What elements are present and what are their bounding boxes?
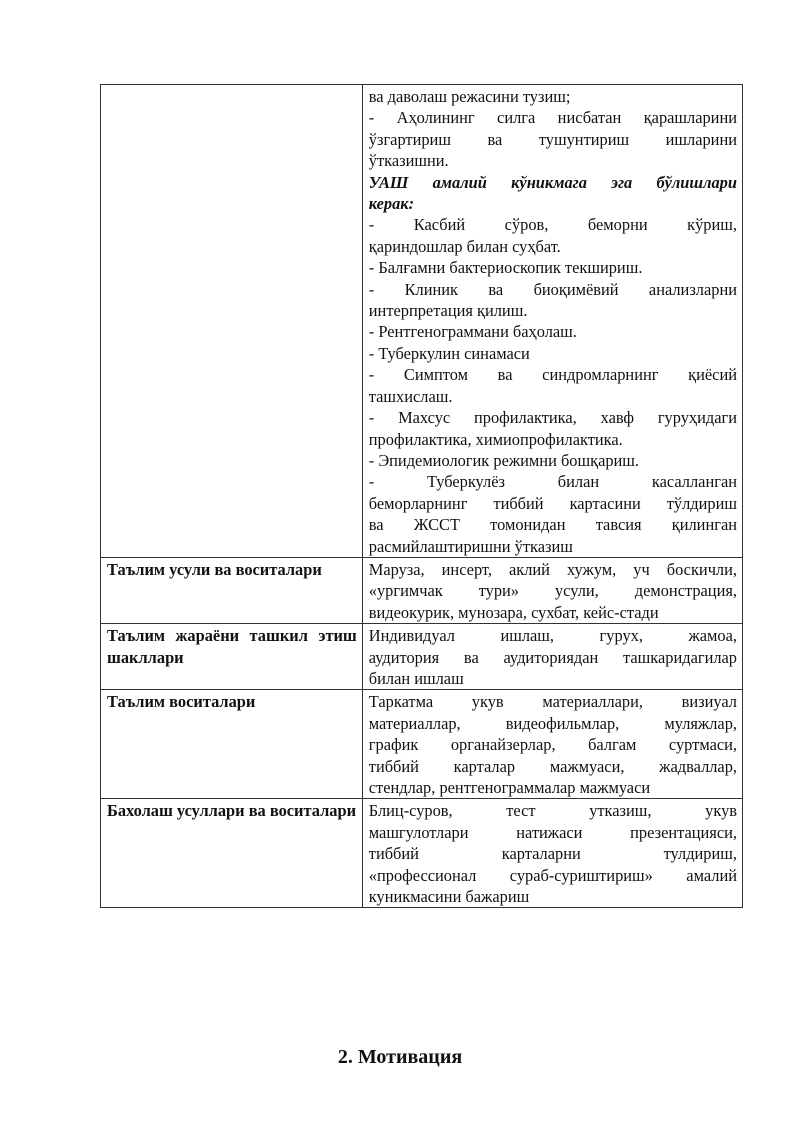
content-line: тиббий карталарни тулдириш, (368, 844, 737, 864)
table-row (101, 799, 743, 908)
content-line: - Туберкулин синамаси (368, 343, 530, 363)
content-line: расмийлаштиришни ўтказиш (368, 536, 573, 556)
content-line: ўзгартириш ва тушунтириш ишларини (368, 129, 737, 149)
row-label: Таълим воситалари (107, 692, 256, 712)
row-label-cell (101, 557, 363, 623)
content-line: беморларнинг тиббий картасини тўлдириш (368, 493, 737, 513)
row-label: Таълим усули ва воситалари (107, 559, 322, 579)
content-line: - Аҳолининг силга нисбатан қарашларини (368, 108, 737, 128)
content-line: Маруза, инсерт, аклий хужум, уч боскичли, (368, 559, 737, 579)
content-line: материаллар, видеофильмлар, муляжлар, (368, 713, 737, 733)
content-line: видеокурик, мунозара, сухбат, кейс-стади (368, 602, 659, 622)
content-line: - Махсус профилактика, хавф гуруҳидаги (368, 408, 737, 428)
row-label-cell (101, 85, 363, 558)
content-line: аудитория ва аудиториядан ташкаридагилар (368, 647, 737, 667)
table-row (101, 85, 743, 558)
content-line: - Туберкулёз билан касалланган (368, 472, 737, 492)
content-line: «ургимчак тури» усули, демонстрация, (368, 581, 737, 601)
content-line: профилактика, химиопрофилактика. (368, 429, 623, 449)
section-heading: 2. Мотивация (337, 1046, 463, 1068)
content-line: - Балғамни бактериоскопик текшириш. (368, 258, 643, 278)
content-line: - Рентгенограммани баҳолаш. (368, 322, 577, 342)
content-line: - Симптом ва синдромларнинг қиёсий (368, 365, 737, 385)
table-row (101, 557, 743, 623)
content-line: - Клиник ва биоқимёвий анализларни (368, 279, 737, 299)
content-line: керак: (368, 194, 415, 214)
row-label-cell (101, 799, 363, 908)
content-line: машгулотлари натижаси презентацияси, (368, 822, 737, 842)
row-content-cell (362, 557, 742, 623)
methodology-table (100, 84, 743, 908)
content-line: - Эпидемиологик режимни бошқариш. (368, 450, 640, 470)
table-row (101, 624, 743, 690)
content-line: қариндошлар билан суҳбат. (368, 236, 561, 256)
content-line: ва даволаш режасини тузиш; (368, 87, 571, 106)
content-line: Индивидуал ишлаш, гурух, жамоа, (368, 626, 737, 646)
content-line: Блиц-суров, тест утказиш, укув (368, 801, 737, 821)
row-label: Бахолаш усуллари ва воситалари (107, 801, 357, 821)
row-label-cell (101, 690, 363, 799)
table-row (101, 690, 743, 799)
content-line: Таркатма укув материаллари, визиуал (368, 692, 737, 712)
content-line: - Касбий сўров, беморни кўриш, (368, 215, 737, 235)
row-label: Таълим жараёни ташкил этиш шакллари (107, 626, 357, 667)
content-line: ўтказишни. (368, 151, 449, 171)
content-line: интерпретация қилиш. (368, 301, 528, 321)
content-line: билан ишлаш (368, 668, 464, 688)
methodology-table-body (101, 85, 743, 908)
content-line: УАШ амалий кўникмага эга бўлишлари (368, 172, 737, 192)
content-line: ташхислаш. (368, 386, 453, 406)
row-content-cell (362, 624, 742, 690)
row-label-cell (101, 624, 363, 690)
content-line: стендлар, рентгенограммалар мажмуаси (368, 778, 651, 797)
content-line: ва ЖССТ томонидан тавсия қилинган (368, 515, 737, 535)
row-content-cell (362, 85, 742, 558)
row-content-cell (362, 690, 742, 799)
content-line: тиббий карталар мажмуаси, жадваллар, (368, 756, 737, 776)
content-line: куникмасини бажариш (368, 887, 530, 907)
row-content-cell (362, 799, 742, 908)
content-line: «профессионал сураб-суриштириш» амалий (368, 865, 737, 885)
content-line: график органайзерлар, балгам суртмаси, (368, 735, 737, 755)
